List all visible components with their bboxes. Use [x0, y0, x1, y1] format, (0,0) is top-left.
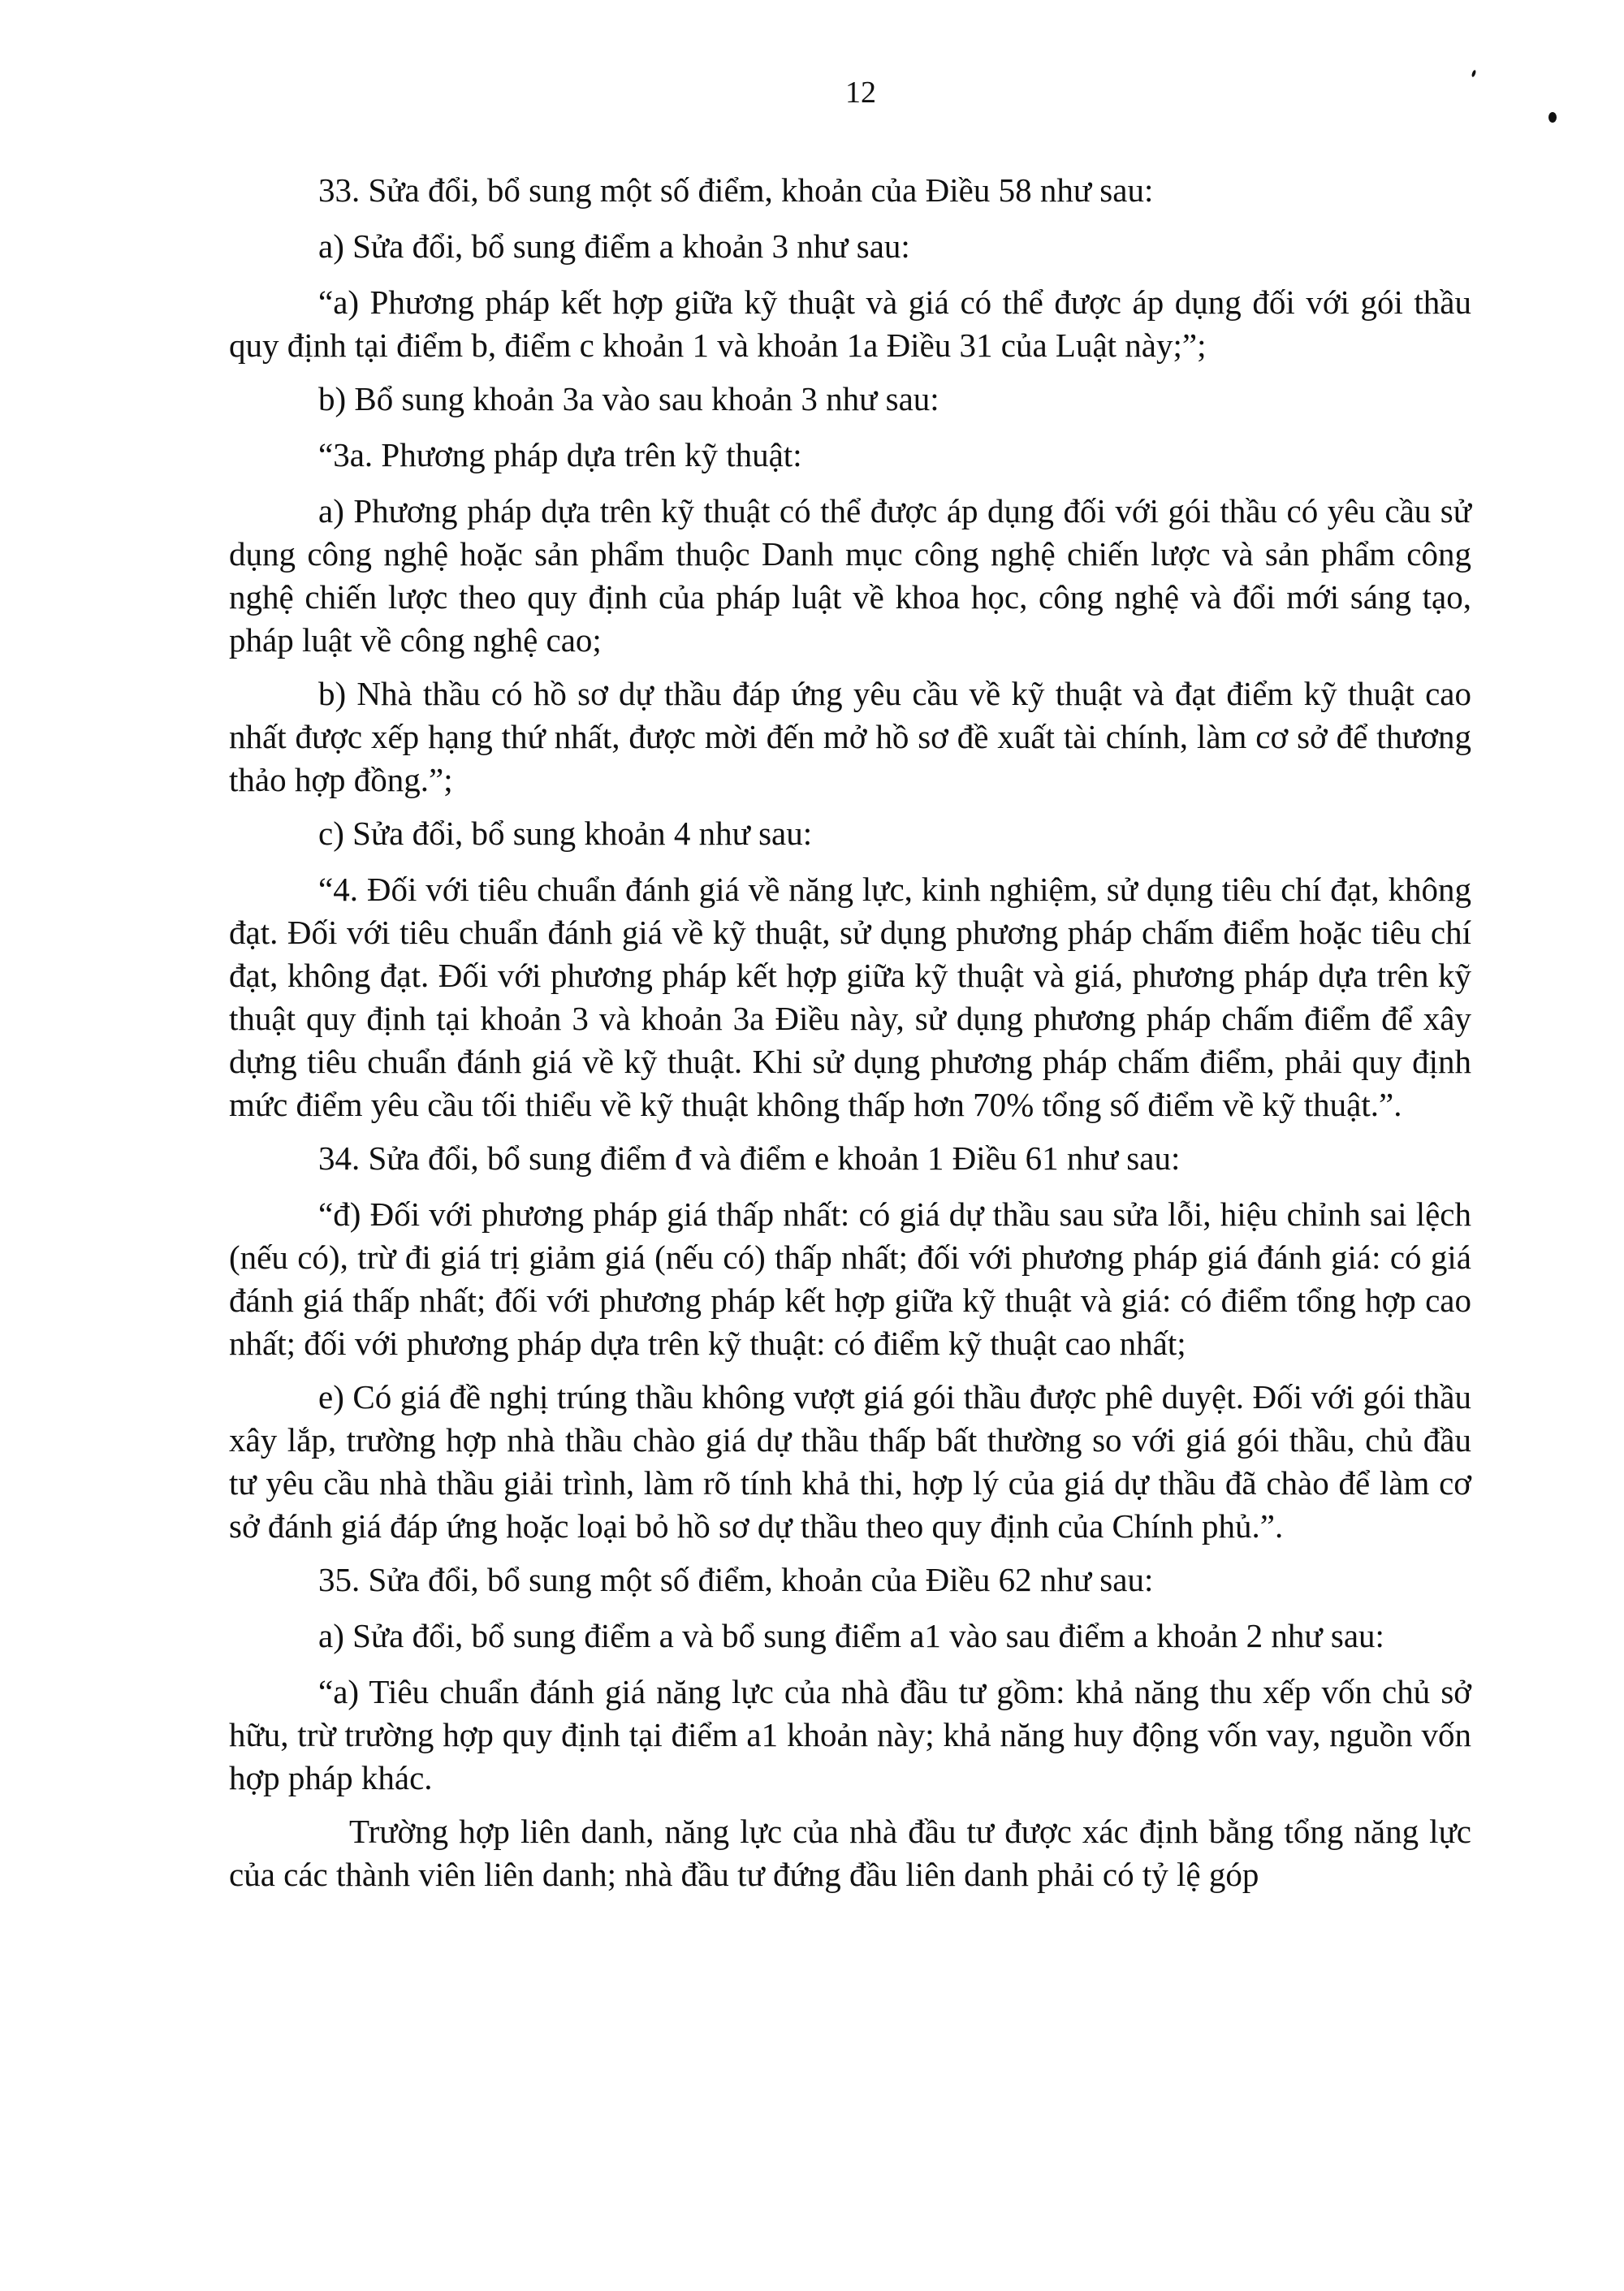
amended-text-paragraph: “4. Đối với tiêu chuẩn đánh giá về năng lực, kinh nghiệm, sử dụng tiêu chí đạt, không đạt. Đối với tiêu chuẩn đánh giá về kỹ thuật, sử dụng phương pháp chấm điểm hoặc tiêu chí đạt, không đạt. Đối với phương pháp kết hợp giữa kỹ thuật và giá, phương pháp dựa trên kỹ thuật quy định tại khoản 3 và khoản 3a Điều này, sử dụng phương pháp chấm điểm để xây dựng tiêu chuẩn đánh giá về kỹ thuật. Khi sử dụng phương pháp chấm điểm, phải quy định mức điểm yêu cầu tối thiểu về kỹ thuật không thấp hơn 70% tổng số điểm về kỹ thuật.”.	[229, 871, 1471, 1123]
amended-text-paragraph: “a) Phương pháp kết hợp giữa kỹ thuật và giá có thể được áp dụng đối với gói thầu quy định tại điểm b, điểm c khoản 1 và khoản 1a Điều 31 của Luật này;”;	[229, 283, 1471, 364]
section-heading: 33. Sửa đổi, bổ sung một số điểm, khoản của Điều 58 như sau:	[318, 171, 1154, 209]
clause-heading: a) Sửa đổi, bổ sung điểm a và bổ sung điểm a1 vào sau điểm a khoản 2 như sau:	[318, 1617, 1384, 1654]
amended-text-paragraph: b) Nhà thầu có hồ sơ dự thầu đáp ứng yêu cầu về kỹ thuật và đạt điểm kỹ thuật cao nhất được xếp hạng thứ nhất, được mời đến mở hồ sơ đề xuất tài chính, làm cơ sở để thương thảo hợp đồng.”;	[229, 675, 1471, 798]
clause-heading: a) Sửa đổi, bổ sung điểm a khoản 3 như sau:	[318, 227, 910, 265]
amended-text-paragraph: Trường hợp liên danh, năng lực của nhà đầu tư được xác định bằng tổng năng lực của các thành viên liên danh; nhà đầu tư đứng đầu liên danh phải có tỷ lệ góp	[229, 1813, 1471, 1893]
scan-mark	[1548, 112, 1557, 123]
amended-text-paragraph: e) Có giá đề nghị trúng thầu không vượt giá gói thầu được phê duyệt. Đối với gói thầu xây lắp, trường hợp nhà thầu chào giá dự thầu thấp bất thường so với giá gói thầu, chủ đầu tư yêu cầu nhà thầu giải trình, làm rõ tính khả thi, hợp lý của giá dự thầu đã chào để làm cơ sở đánh giá đáp ứng hoặc loại bỏ hồ sơ dự thầu theo quy định của Chính phủ.”.	[229, 1378, 1471, 1545]
section-heading: 34. Sửa đổi, bổ sung điểm đ và điểm e khoản 1 Điều 61 như sau:	[318, 1139, 1181, 1177]
clause-heading: c) Sửa đổi, bổ sung khoản 4 như sau:	[318, 815, 813, 852]
clause-heading: b) Bổ sung khoản 3a vào sau khoản 3 như sau:	[318, 380, 939, 417]
document-body	[229, 169, 1471, 1907]
amended-text-paragraph: a) Phương pháp dựa trên kỹ thuật có thể được áp dụng đối với gói thầu có yêu cầu sử dụng công nghệ hoặc sản phẩm thuộc Danh mục công nghệ chiến lược và sản phẩm công nghệ chiến lược theo quy định của pháp luật về khoa học, công nghệ và đổi mới sáng tạo, pháp luật về công nghệ cao;	[229, 492, 1471, 659]
page-number: 12	[845, 76, 876, 110]
amended-text-paragraph: “a) Tiêu chuẩn đánh giá năng lực của nhà đầu tư gồm: khả năng thu xếp vốn chủ sở hữu, trừ trường hợp quy định tại điểm a1 khoản này; khả năng huy động vốn vay, nguồn vốn hợp pháp khác.	[229, 1673, 1471, 1796]
section-heading: 35. Sửa đổi, bổ sung một số điểm, khoản của Điều 62 như sau:	[318, 1561, 1154, 1598]
amended-text-paragraph: “đ) Đối với phương pháp giá thấp nhất: có giá dự thầu sau sửa lỗi, hiệu chỉnh sai lệch (nếu có), trừ đi giá trị giảm giá (nếu có) thấp nhất; đối với phương pháp giá đánh giá: có giá đánh giá thấp nhất; đối với phương pháp kết hợp giữa kỹ thuật và giá: có điểm tổng hợp cao nhất; đối với phương pháp dựa trên kỹ thuật: có điểm kỹ thuật cao nhất;	[229, 1195, 1471, 1362]
amended-text-paragraph: “3a. Phương pháp dựa trên kỹ thuật:	[318, 436, 802, 473]
